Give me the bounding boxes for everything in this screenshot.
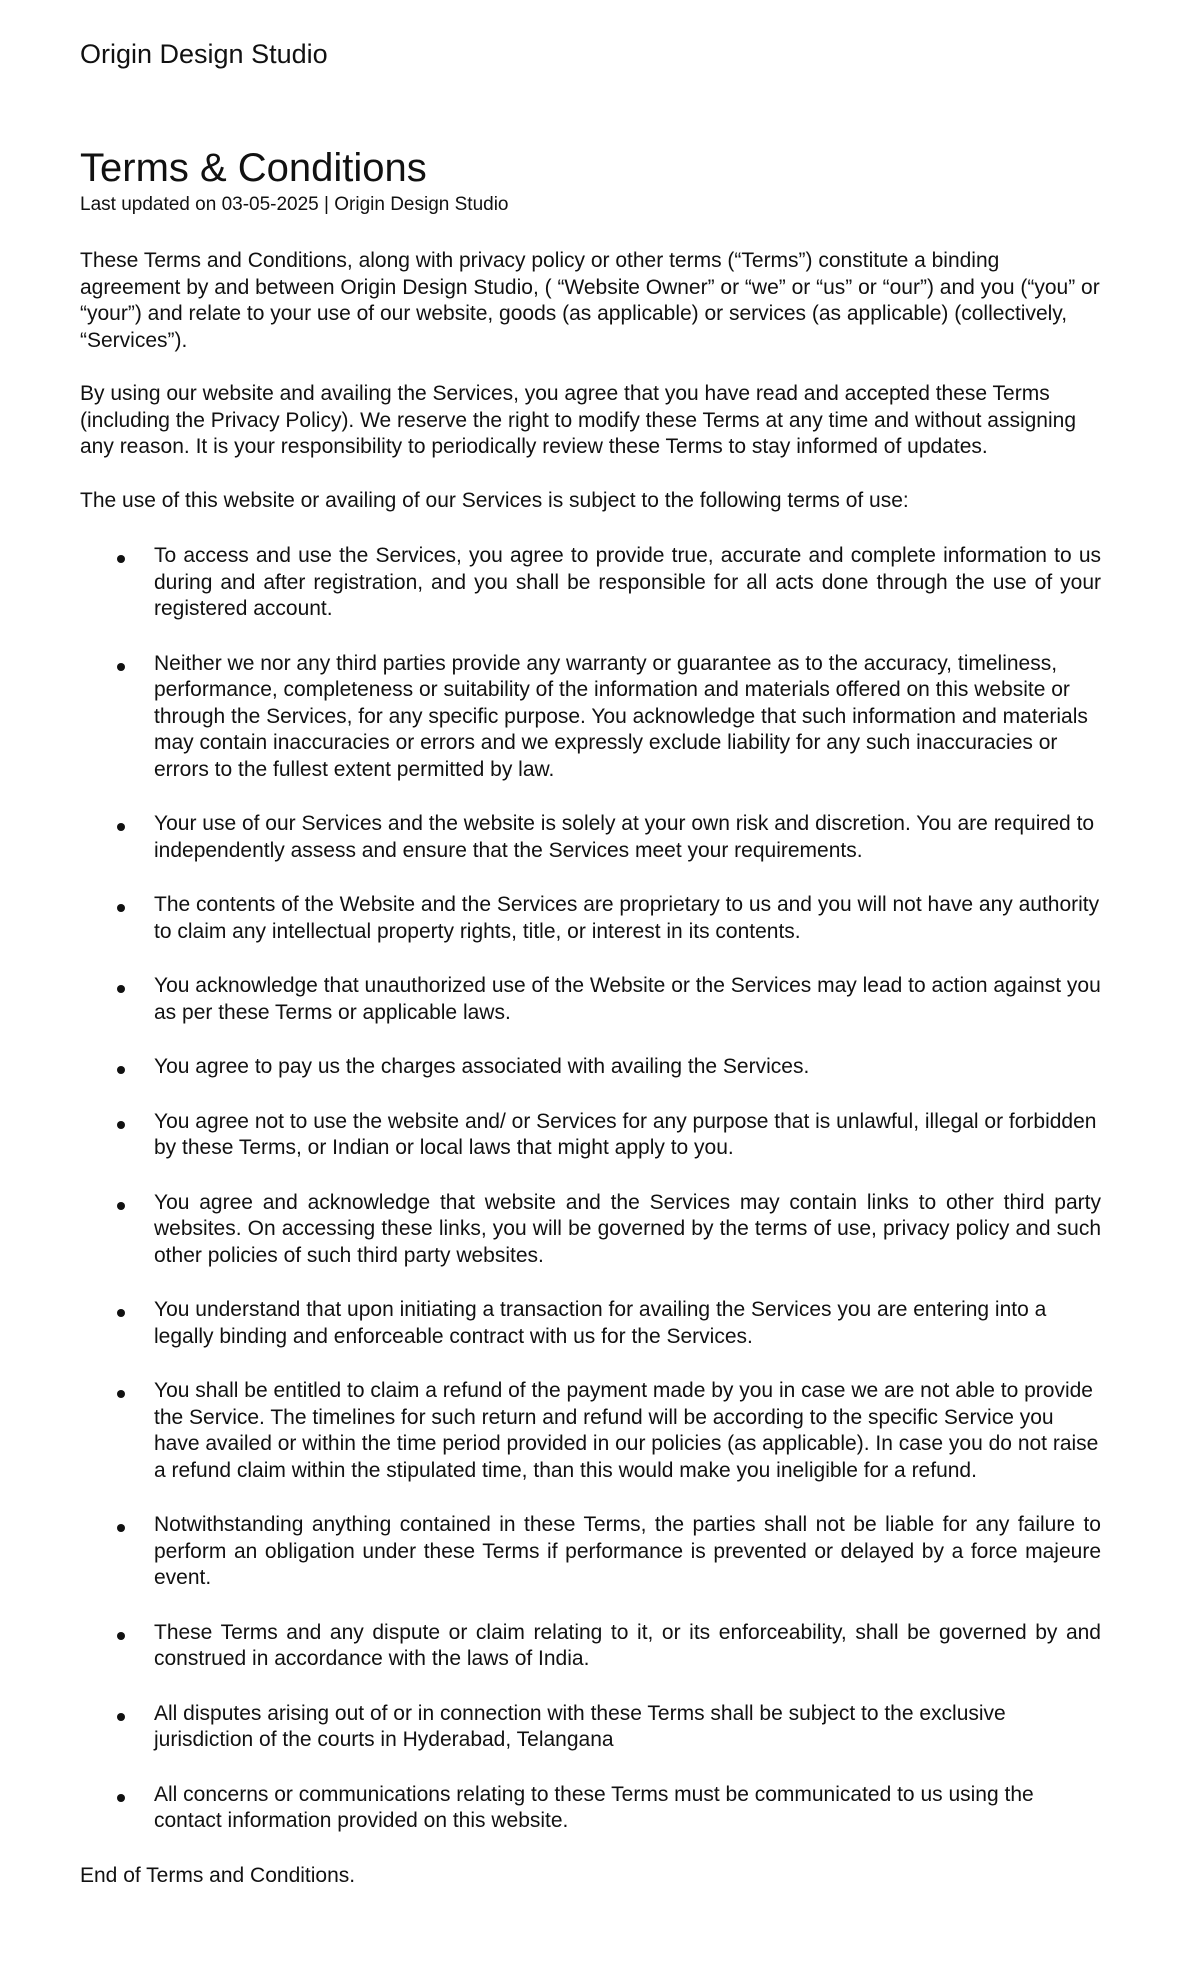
list-item-text: You acknowledge that unauthorized use of the Website or the Services may lead to action against you as per these Terms or applicable laws.	[154, 974, 1101, 1024]
list-item	[80, 543, 1101, 623]
list-item	[80, 1782, 1101, 1835]
list-item-text: To access and use the Services, you agree to provide true, accurate and complete information to us during and after registration, and you shall be responsible for all acts done through the use of your registered account.	[154, 544, 1101, 620]
bullet-icon	[117, 1794, 125, 1802]
intro-paragraph: These Terms and Conditions, along with privacy policy or other terms (“Terms”) constitute a binding agreement by and between Origin Design Studio, ( “Website Owner” or “we” or “us” or “our”) and you (“you” or “your”) and relate to your use of our website, goods (as applicable) or services (as applicable) (collectively, “Services”).	[80, 249, 1100, 352]
list-item	[80, 892, 1101, 945]
list-item	[80, 1297, 1101, 1350]
list-item	[80, 651, 1101, 784]
acceptance-paragraph: By using our website and availing the Services, you agree that you have read and accepted these Terms (including the Privacy Policy). We reserve the right to modify these Terms at any time and without assigning any reason. It is your responsibility to periodically review these Terms to stay informed of updates.	[80, 382, 1077, 458]
end-note: End of Terms and Conditions.	[80, 1863, 356, 1887]
bullet-icon	[117, 1632, 125, 1640]
list-item-text: All disputes arising out of or in connection with these Terms shall be subject to the exclusive jurisdiction of the courts in Hyderabad, Telangana	[154, 1701, 1006, 1751]
bullet-icon	[117, 555, 125, 563]
list-item-text: Your use of our Services and the website is solely at your own risk and discretion. You are required to independently assess and ensure that the Services meet your requirements.	[154, 812, 1095, 862]
list-item	[80, 1109, 1101, 1162]
list-item	[80, 1701, 1101, 1754]
list-item-text: You shall be entitled to claim a refund of the payment made by you in case we are not able to provide the Service. The timelines for such return and refund will be according to the specific Service you have availed or within the time period provided in our policies (as applicable). In case you do not raise a refund claim within the stipulated time, than this would make you ineligible for a refund.	[154, 1379, 1099, 1482]
list-item	[80, 1378, 1101, 1484]
list-item	[80, 811, 1101, 864]
list-item	[80, 1054, 1101, 1081]
list-item	[80, 1190, 1101, 1270]
list-item-text: Notwithstanding anything contained in these Terms, the parties shall not be liable for any failure to perform an obligation under these Terms if performance is prevented or delayed by a force majeure event.	[154, 1513, 1101, 1589]
list-item-text: You agree not to use the website and/ or Services for any purpose that is unlawful, illegal or forbidden by these Terms, or Indian or local laws that might apply to you.	[154, 1109, 1097, 1159]
page-title: Terms & Conditions	[80, 146, 427, 190]
list-item	[80, 973, 1101, 1026]
bullet-icon	[117, 1121, 125, 1129]
bullet-icon	[117, 1390, 125, 1398]
brand-name: Origin Design Studio	[80, 39, 328, 69]
list-item-text: The contents of the Website and the Services are proprietary to us and you will not have any authority to claim any intellectual property rights, title, or interest in its contents.	[154, 893, 1100, 943]
bullet-icon	[117, 985, 125, 993]
terms-of-use-lead: The use of this website or availing of our Services is subject to the following terms of use:	[80, 488, 909, 512]
bullet-icon	[117, 1202, 125, 1210]
list-item	[80, 1512, 1101, 1592]
list-item-text: You understand that upon initiating a transaction for availing the Services you are entering into a legally binding and enforceable contract with us for the Services.	[154, 1298, 1047, 1348]
bullet-icon	[117, 1713, 125, 1721]
bullet-icon	[117, 1524, 125, 1532]
bullet-icon	[117, 1066, 125, 1074]
list-item-text: These Terms and any dispute or claim relating to it, or its enforceability, shall be governed by and construed in accordance with the laws of India.	[154, 1620, 1101, 1670]
list-item-text: All concerns or communications relating to these Terms must be communicated to us using the contact information provided on this website.	[154, 1782, 1034, 1832]
list-item-text: You agree to pay us the charges associated with availing the Services.	[154, 1055, 810, 1078]
bullet-icon	[117, 904, 125, 912]
terms-list	[80, 543, 1101, 1835]
bullet-icon	[117, 663, 125, 671]
bullet-icon	[117, 1309, 125, 1317]
list-item-text: You agree and acknowledge that website and the Services may contain links to other third party websites. On accessing these links, you will be governed by the terms of use, privacy policy and such other policies of such third party websites.	[154, 1190, 1101, 1267]
last-updated-meta: Last updated on 03-05-2025 | Origin Design Studio	[80, 194, 509, 215]
bullet-icon	[117, 823, 125, 831]
list-item-text: Neither we nor any third parties provide any warranty or guarantee as to the accuracy, timeliness, performance, completeness or suitability of the information and materials offered on this website or through the Services, for any specific purpose. You acknowledge that such information and materials may contain inaccuracies or errors and we expressly exclude liability for any such inaccuracies or errors to the fullest extent permitted by law.	[154, 651, 1088, 781]
list-item	[80, 1620, 1101, 1673]
